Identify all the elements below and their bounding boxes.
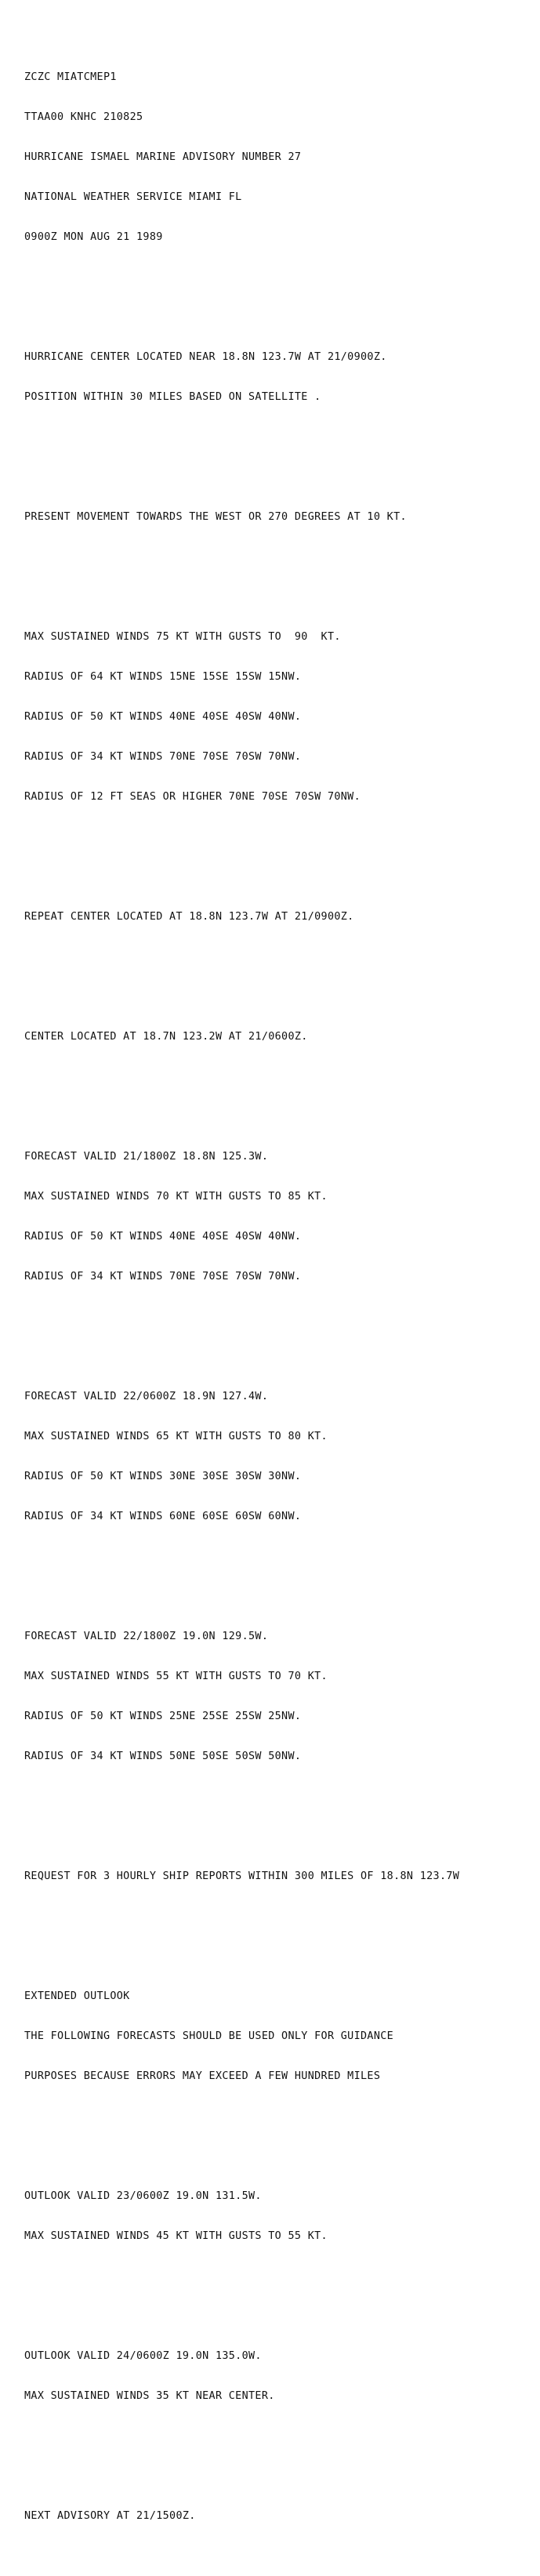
forecast-max-winds: MAX SUSTAINED WINDS 55 KT WITH GUSTS TO 70 KT.	[24, 1671, 328, 1682]
outlook-valid: OUTLOOK VALID 24/0600Z 19.0N 135.0W.	[24, 2350, 262, 2362]
outlook-max-winds: MAX SUSTAINED WINDS 35 KT NEAR CENTER.	[24, 2390, 275, 2402]
forecast-valid: FORECAST VALID 22/1800Z 19.0N 129.5W.	[24, 1631, 269, 1642]
forecast-radius-34kt: RADIUS OF 34 KT WINDS 50NE 50SE 50SW 50NW.	[24, 1751, 302, 1762]
forecast-valid: FORECAST VALID 22/0600Z 18.9N 127.4W.	[24, 1391, 269, 1402]
repeat-block	[24, 883, 540, 950]
radius-64kt: RADIUS OF 64 KT WINDS 15NE 15SE 15SW 15NW.	[24, 671, 302, 683]
max-winds: MAX SUSTAINED WINDS 75 KT WITH GUSTS TO 90 KT.	[24, 631, 341, 643]
radius-34kt: RADIUS OF 34 KT WINDS 70NE 70SE 70SW 70NW.	[24, 751, 302, 763]
outlook-block-2	[24, 2323, 540, 2429]
outlook-block-1	[24, 2163, 540, 2269]
center-location: HURRICANE CENTER LOCATED NEAR 18.8N 123.7W AT 21/0900Z.	[24, 351, 387, 363]
previous-center: CENTER LOCATED AT 18.7N 123.2W AT 21/0600Z.	[24, 1031, 308, 1043]
winds-block	[24, 604, 540, 830]
present-movement: PRESENT MOVEMENT TOWARDS THE WEST OR 270 DEGREES AT 10 KT.	[24, 511, 407, 523]
next-advisory-block	[24, 2483, 540, 2549]
outlook-disclaimer-1: THE FOLLOWING FORECASTS SHOULD BE USED ONLY FOR GUIDANCE	[24, 2030, 394, 2042]
forecast-block-2	[24, 1363, 540, 1550]
forecast-radius-34kt: RADIUS OF 34 KT WINDS 70NE 70SE 70SW 70NW.	[24, 1271, 302, 1283]
previous-block	[24, 1003, 540, 1070]
ship-report-request: REQUEST FOR 3 HOURLY SHIP REPORTS WITHIN 300 MILES OF 18.8N 123.7W	[24, 1870, 460, 1882]
forecast-max-winds: MAX SUSTAINED WINDS 65 KT WITH GUSTS TO 80 KT.	[24, 1431, 328, 1442]
next-advisory: NEXT ADVISORY AT 21/1500Z.	[24, 2510, 196, 2522]
forecast-block-3	[24, 1603, 540, 1790]
forecast-block-1	[24, 1123, 540, 1310]
forecast-radius-34kt: RADIUS OF 34 KT WINDS 60NE 60SE 60SW 60NW.	[24, 1511, 302, 1522]
outlook-heading: EXTENDED OUTLOOK	[24, 1990, 130, 2002]
advisory-document	[24, 17, 540, 2576]
issuing-office: NATIONAL WEATHER SERVICE MIAMI FL	[24, 191, 242, 203]
repeat-center: REPEAT CENTER LOCATED AT 18.8N 123.7W AT 21/0900Z.	[24, 911, 354, 923]
outlook-disclaimer-2: PURPOSES BECAUSE ERRORS MAY EXCEED A FEW HUNDRED MILES	[24, 2070, 381, 2082]
forecast-radius-50kt: RADIUS OF 50 KT WINDS 25NE 25SE 25SW 25NW.	[24, 1711, 302, 1722]
bulletin-code: ZCZC MIATCMEP1	[24, 71, 117, 83]
center-block	[24, 324, 540, 430]
header-block	[24, 44, 540, 270]
radius-12ft-seas: RADIUS OF 12 FT SEAS OR HIGHER 70NE 70SE 70SW 70NW.	[24, 791, 361, 803]
forecast-max-winds: MAX SUSTAINED WINDS 70 KT WITH GUSTS TO 85 KT.	[24, 1191, 328, 1203]
outlook-intro-block	[24, 1963, 540, 2110]
outlook-valid: OUTLOOK VALID 23/0600Z 19.0N 131.5W.	[24, 2190, 262, 2202]
movement-block	[24, 484, 540, 550]
advisory-title: HURRICANE ISMAEL MARINE ADVISORY NUMBER 27	[24, 151, 302, 163]
radius-50kt: RADIUS OF 50 KT WINDS 40NE 40SE 40SW 40NW.	[24, 711, 302, 723]
forecast-radius-50kt: RADIUS OF 50 KT WINDS 30NE 30SE 30SW 30NW.	[24, 1471, 302, 1482]
forecast-valid: FORECAST VALID 21/1800Z 18.8N 125.3W.	[24, 1151, 269, 1163]
bulletin-header: TTAA00 KNHC 210825	[24, 111, 143, 123]
issue-time: 0900Z MON AUG 21 1989	[24, 231, 163, 243]
request-block	[24, 1843, 540, 1910]
position-accuracy: POSITION WITHIN 30 MILES BASED ON SATELLITE .	[24, 391, 321, 403]
forecast-radius-50kt: RADIUS OF 50 KT WINDS 40NE 40SE 40SW 40NW.	[24, 1231, 302, 1243]
outlook-max-winds: MAX SUSTAINED WINDS 45 KT WITH GUSTS TO 55 KT.	[24, 2230, 328, 2242]
